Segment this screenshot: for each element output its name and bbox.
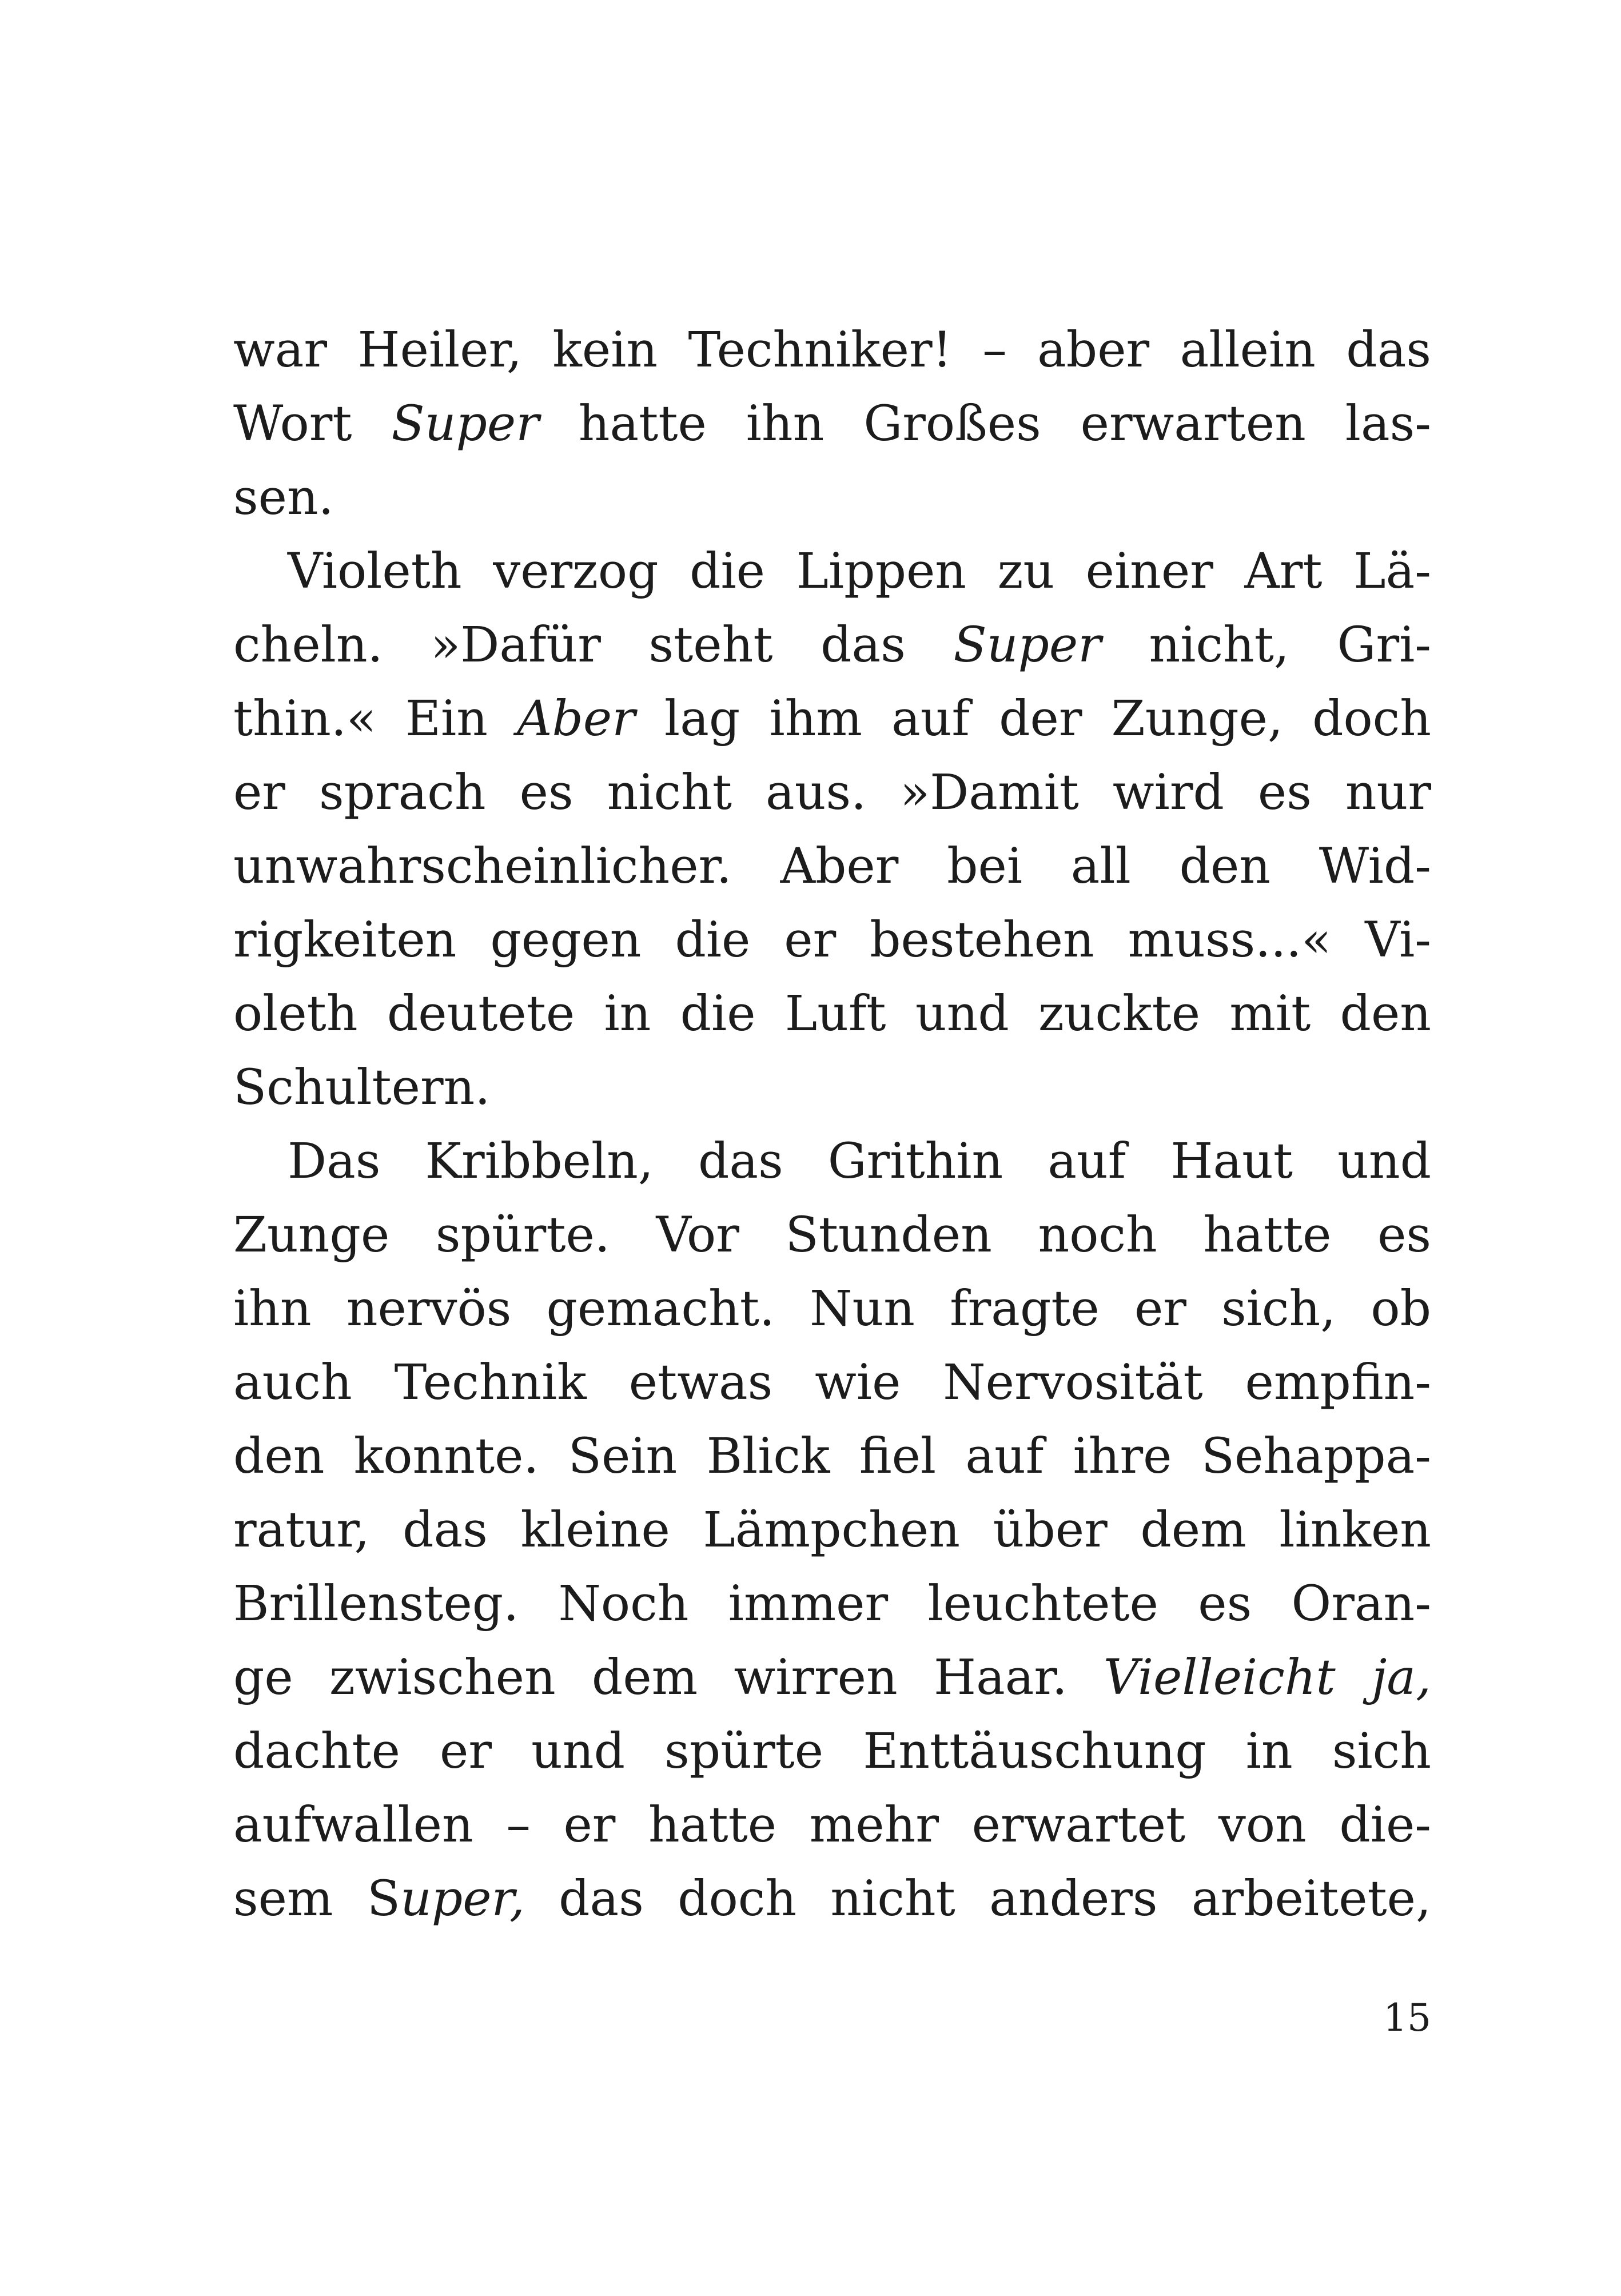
text-line: rigkeiten gegen die er bestehen muss...« Vi- xyxy=(233,912,1431,968)
text-line: ge zwischen dem wirren Haar. Vielleicht ja, xyxy=(233,1649,1431,1706)
text-line: sen. xyxy=(233,469,334,526)
text-line: Violeth verzog die Lippen zu einer Art Lä- xyxy=(288,543,1431,600)
text-line: dachte er und spürte Enttäuschung in sich xyxy=(233,1723,1431,1780)
text-line: oleth deutete in die Luft und zuckte mit den xyxy=(233,986,1431,1042)
page-number: 15 xyxy=(1383,1996,1431,2040)
text-line: Schultern. xyxy=(233,1059,491,1116)
text-line: sem Super, das doch nicht anders arbeitete, xyxy=(233,1871,1431,1927)
text-line: auch Technik etwas wie Nervosität empfin- xyxy=(233,1354,1431,1411)
text-line: ratur, das kleine Lämpchen über dem linken xyxy=(233,1502,1431,1558)
text-line: Zunge spürte. Vor Stunden noch hatte es xyxy=(233,1207,1431,1263)
text-line: cheln. »Dafür steht das Super nicht, Gri- xyxy=(233,617,1431,673)
body-text xyxy=(233,313,1431,1936)
text-line: Wort Super hatte ihn Großes erwarten las- xyxy=(233,396,1431,452)
text-line: war Heiler, kein Techniker! – aber allein das xyxy=(233,322,1431,378)
text-line: er sprach es nicht aus. »Damit wird es nur xyxy=(233,764,1431,821)
text-line: ihn nervös gemacht. Nun fragte er sich, ob xyxy=(233,1281,1431,1337)
text-line: aufwallen – er hatte mehr erwartet von die- xyxy=(233,1797,1431,1853)
text-line: Das Kribbeln, das Grithin auf Haut und xyxy=(288,1133,1431,1190)
text-line: den konnte. Sein Blick fiel auf ihre Sehappa- xyxy=(233,1428,1431,1485)
text-line: Brillensteg. Noch immer leuchtete es Oran- xyxy=(233,1576,1431,1632)
text-line: thin.« Ein Aber lag ihm auf der Zunge, doch xyxy=(233,691,1432,747)
text-line: unwahrscheinlicher. Aber bei all den Wid- xyxy=(233,838,1431,895)
